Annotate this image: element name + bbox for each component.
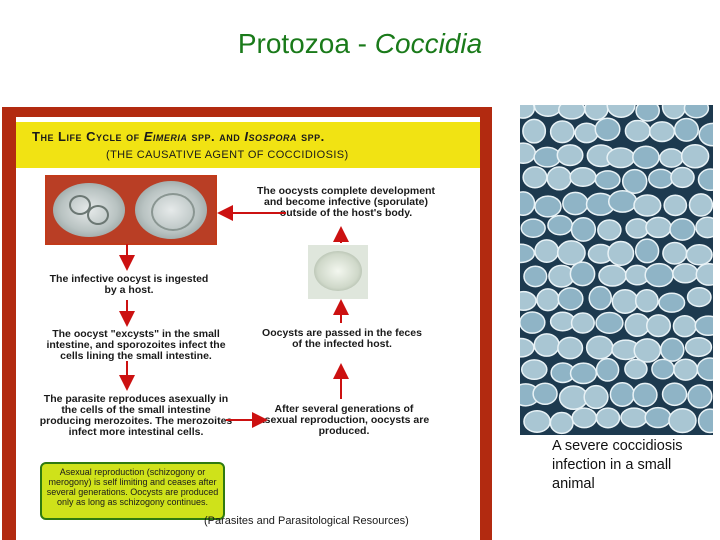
micrograph-cell <box>698 169 713 190</box>
micrograph-cell <box>547 167 571 190</box>
step-sporulation: The oocysts complete development and become infective (sporulate) outside of the host's body. <box>257 185 435 219</box>
micrograph-cells <box>520 105 713 435</box>
micrograph-caption: A severe coccidiosis infection in a small animal <box>552 438 683 492</box>
micrograph-cell <box>521 219 545 237</box>
micrograph-cell <box>520 339 534 357</box>
micrograph-cell <box>625 314 649 336</box>
micrograph-cell <box>520 105 534 118</box>
micrograph-cell <box>634 195 661 216</box>
micrograph-cell <box>697 358 713 380</box>
micrograph-cell <box>649 169 673 187</box>
micrograph-cell <box>520 143 535 163</box>
micrograph-cell <box>570 168 596 187</box>
header-text-e: spp. <box>297 129 325 144</box>
micrograph-cell <box>621 408 647 427</box>
micrograph-cell <box>673 264 698 283</box>
micrograph-cell <box>572 313 595 333</box>
micrograph-cell <box>689 194 712 216</box>
micrograph-cell <box>534 334 559 356</box>
header-genus-isospora: Isospora <box>244 129 297 144</box>
micrograph-cell <box>584 386 608 409</box>
micrograph-cell <box>523 167 547 188</box>
micrograph-cell <box>660 149 683 167</box>
micrograph-cell <box>659 293 685 312</box>
step-oocyst-production: After several generations of asexual reproduction, oocysts are produced. <box>258 403 430 437</box>
micrograph-cell <box>520 312 545 333</box>
micrograph-cell <box>597 359 619 381</box>
micrograph-cell <box>636 105 659 121</box>
micrograph-cell <box>570 262 594 286</box>
micrograph-cell <box>684 105 708 118</box>
micrograph-cell <box>560 386 588 409</box>
header-text-a: The Life Cycle of <box>32 129 144 144</box>
micrograph-cell <box>647 315 671 337</box>
coccidia-micrograph <box>520 105 713 435</box>
micrograph-cell <box>699 409 713 432</box>
micrograph-cell <box>599 265 626 286</box>
micrograph-cell <box>535 196 561 217</box>
micrograph-cell <box>548 216 572 235</box>
micrograph-cell <box>682 145 709 168</box>
micrograph-cell <box>636 239 659 263</box>
micrograph-cell <box>688 288 711 307</box>
micrograph-cell <box>663 105 686 119</box>
micrograph-cell <box>650 122 675 142</box>
micrograph-cell <box>626 219 649 238</box>
micrograph-cell <box>625 359 647 378</box>
micrograph-cell <box>608 241 634 265</box>
step-ingestion: The infective oocyst is ingested by a host. <box>49 273 209 296</box>
micrograph-cell <box>598 220 621 240</box>
micrograph-cell <box>623 170 647 194</box>
micrograph-cell <box>696 217 713 237</box>
micrograph-cell <box>673 316 696 337</box>
step-asexual-reproduction: The parasite reproduces asexually in the cells of the small intestine producing merozoites. The merozoites infect more intestinal cells. <box>39 393 233 438</box>
micrograph-cell <box>670 219 695 240</box>
micrograph-cell <box>607 148 634 168</box>
micrograph-cell <box>663 242 687 264</box>
micrograph-cell <box>558 288 583 310</box>
micrograph-cell <box>559 105 585 119</box>
micrograph-cell <box>634 339 660 362</box>
header-genus-eimeria: Eimeria <box>143 129 188 144</box>
micrograph-cell <box>675 118 699 141</box>
micrograph-cell <box>610 383 634 407</box>
micrograph-cell <box>571 218 595 241</box>
micrograph-cell <box>534 105 561 116</box>
micrograph-cell <box>550 413 573 434</box>
micrograph-cell <box>595 171 619 189</box>
step-excystation: The oocyst "excysts" in the small intestine, and sporozoites infect the cells lining the small intestine. <box>46 328 226 362</box>
micrograph-cell <box>535 240 558 262</box>
micrograph-cell <box>558 337 583 358</box>
micrograph-cell <box>589 286 611 309</box>
cycle-arrows <box>16 117 480 540</box>
micrograph-cell <box>596 312 623 333</box>
micrograph-cell <box>696 264 713 285</box>
micrograph-cell <box>645 264 673 287</box>
micrograph-cell <box>533 383 557 404</box>
diagram-canvas <box>16 117 480 540</box>
micrograph-cell <box>612 290 637 313</box>
micrograph-cell <box>669 409 696 433</box>
micrograph-cell <box>571 363 597 383</box>
micrograph-cell <box>671 167 694 187</box>
micrograph-cell <box>699 123 713 145</box>
micrograph-cell <box>575 123 598 142</box>
micrograph-cell <box>664 195 686 215</box>
micrograph-cell <box>595 118 619 140</box>
micrograph-cell <box>537 289 559 311</box>
micrograph-cell <box>585 105 608 120</box>
micrograph-cell <box>645 408 671 428</box>
micrograph-cell <box>633 383 657 406</box>
micrograph-cell <box>520 292 536 311</box>
micrograph-cell <box>523 119 545 143</box>
slide-title <box>0 28 720 60</box>
micrograph-cell <box>596 408 619 428</box>
micrograph-cell <box>695 316 713 335</box>
micrograph-cell <box>572 408 596 428</box>
micrograph-cell <box>520 192 535 215</box>
micrograph-cell <box>607 105 635 117</box>
micrograph-cell <box>663 383 687 405</box>
micrograph-cell <box>686 245 712 265</box>
title-main: Protozoa - <box>237 28 375 59</box>
micrograph-cell <box>534 147 560 167</box>
micrograph-cell <box>625 120 650 141</box>
title-italic: Coccidia <box>374 28 483 59</box>
micrograph-cell <box>558 241 585 265</box>
micrograph-cell <box>522 360 547 379</box>
micrograph-cell <box>557 145 583 166</box>
micrograph-cell <box>551 121 574 143</box>
micrograph-cell <box>587 336 613 359</box>
micrograph-cell <box>646 217 671 237</box>
micrograph-cell <box>652 359 674 378</box>
header-text-c: spp. and <box>187 129 245 144</box>
micrograph-cell <box>563 192 588 214</box>
diagram-header-subtitle: (THE CAUSATIVE AGENT OF COCCIDIOSIS) <box>106 149 349 161</box>
micrograph-cell <box>524 411 550 433</box>
micrograph-cell <box>661 338 684 361</box>
micrograph-cell <box>633 146 659 168</box>
micrograph-cell <box>520 244 534 262</box>
micrograph-cell <box>636 290 658 312</box>
life-cycle-diagram <box>2 107 492 540</box>
schizogony-note-box: Asexual reproduction (schizogony or merogony) is self limiting and ceases after several generations. Oocysts are produced only as long as schizogony continues. <box>40 462 225 520</box>
micrograph-cell <box>609 191 637 212</box>
micrograph-cell <box>524 266 547 286</box>
micrograph-cell <box>686 338 712 357</box>
diagram-reference: (Parasites and Parasitological Resources) <box>204 515 409 527</box>
step-passed-feces: Oocysts are passed in the feces of the infected host. <box>262 327 422 350</box>
micrograph-cell <box>688 385 712 408</box>
micrograph-cell <box>674 359 698 380</box>
